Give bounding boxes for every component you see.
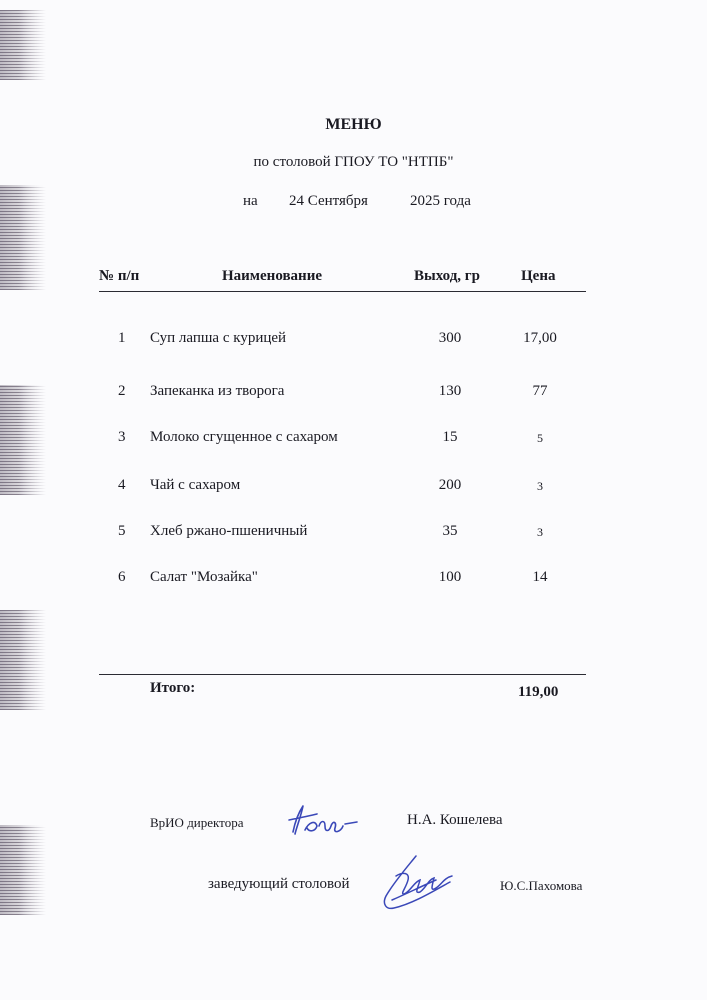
row-price: 3 xyxy=(537,479,543,493)
row-num: 2 xyxy=(118,383,126,399)
scan-artifact xyxy=(0,825,46,915)
row-price: 17,00 xyxy=(523,330,557,346)
canteen-head-name: Ю.С.Пахомова xyxy=(500,878,583,893)
date-day-month: 24 Сентября xyxy=(289,193,368,209)
row-price: 3 xyxy=(537,525,543,539)
row-yield: 35 xyxy=(442,523,458,539)
director-signature xyxy=(285,800,375,840)
header-price: Цена xyxy=(521,268,556,284)
row-num: 3 xyxy=(118,429,126,445)
row-name: Суп лапша с курицей xyxy=(150,330,287,346)
total-value: 119,00 xyxy=(518,684,559,700)
row-name: Молоко сгущенное с сахаром xyxy=(150,429,338,445)
row-price: 5 xyxy=(537,431,543,445)
document-title: МЕНЮ xyxy=(325,116,382,133)
canteen-head-role: заведующий столовой xyxy=(208,876,350,892)
row-name: Хлеб ржано-пшеничный xyxy=(150,523,308,539)
scan-artifact xyxy=(0,10,46,80)
row-name: Чай с сахаром xyxy=(150,477,241,493)
row-yield: 200 xyxy=(438,477,462,493)
row-yield: 300 xyxy=(438,330,462,346)
row-name: Салат "Мозайка" xyxy=(150,569,258,585)
table-row xyxy=(0,429,707,449)
scan-artifact xyxy=(0,610,46,710)
table-row xyxy=(0,383,707,403)
header-name: Наименование xyxy=(222,268,322,284)
row-yield: 130 xyxy=(438,383,462,399)
header-num: № п/п xyxy=(99,268,140,284)
table-row xyxy=(0,330,707,350)
table-top-rule xyxy=(99,291,586,292)
scan-artifact xyxy=(0,185,46,290)
header-yield: Выход, гр xyxy=(414,268,480,284)
row-name: Запеканка из творога xyxy=(150,383,285,399)
row-price: 14 xyxy=(532,569,548,585)
row-yield: 100 xyxy=(438,569,462,585)
table-row xyxy=(0,569,707,589)
date-prefix: на xyxy=(243,193,258,209)
date-year: 2025 года xyxy=(410,193,471,209)
row-num: 4 xyxy=(118,477,126,493)
row-price: 77 xyxy=(532,383,548,399)
director-role: ВрИО директора xyxy=(150,815,244,830)
canteen-head-signature xyxy=(372,852,462,914)
total-label: Итого: xyxy=(150,680,196,696)
document-subtitle: по столовой ГПОУ ТО "НТПБ" xyxy=(253,154,454,170)
row-num: 1 xyxy=(118,330,126,346)
row-yield: 15 xyxy=(442,429,458,445)
row-num: 6 xyxy=(118,569,126,585)
table-row xyxy=(0,523,707,543)
table-row xyxy=(0,477,707,497)
row-num: 5 xyxy=(118,523,126,539)
director-name: Н.А. Кошелева xyxy=(407,812,503,828)
table-bottom-rule xyxy=(99,674,586,675)
